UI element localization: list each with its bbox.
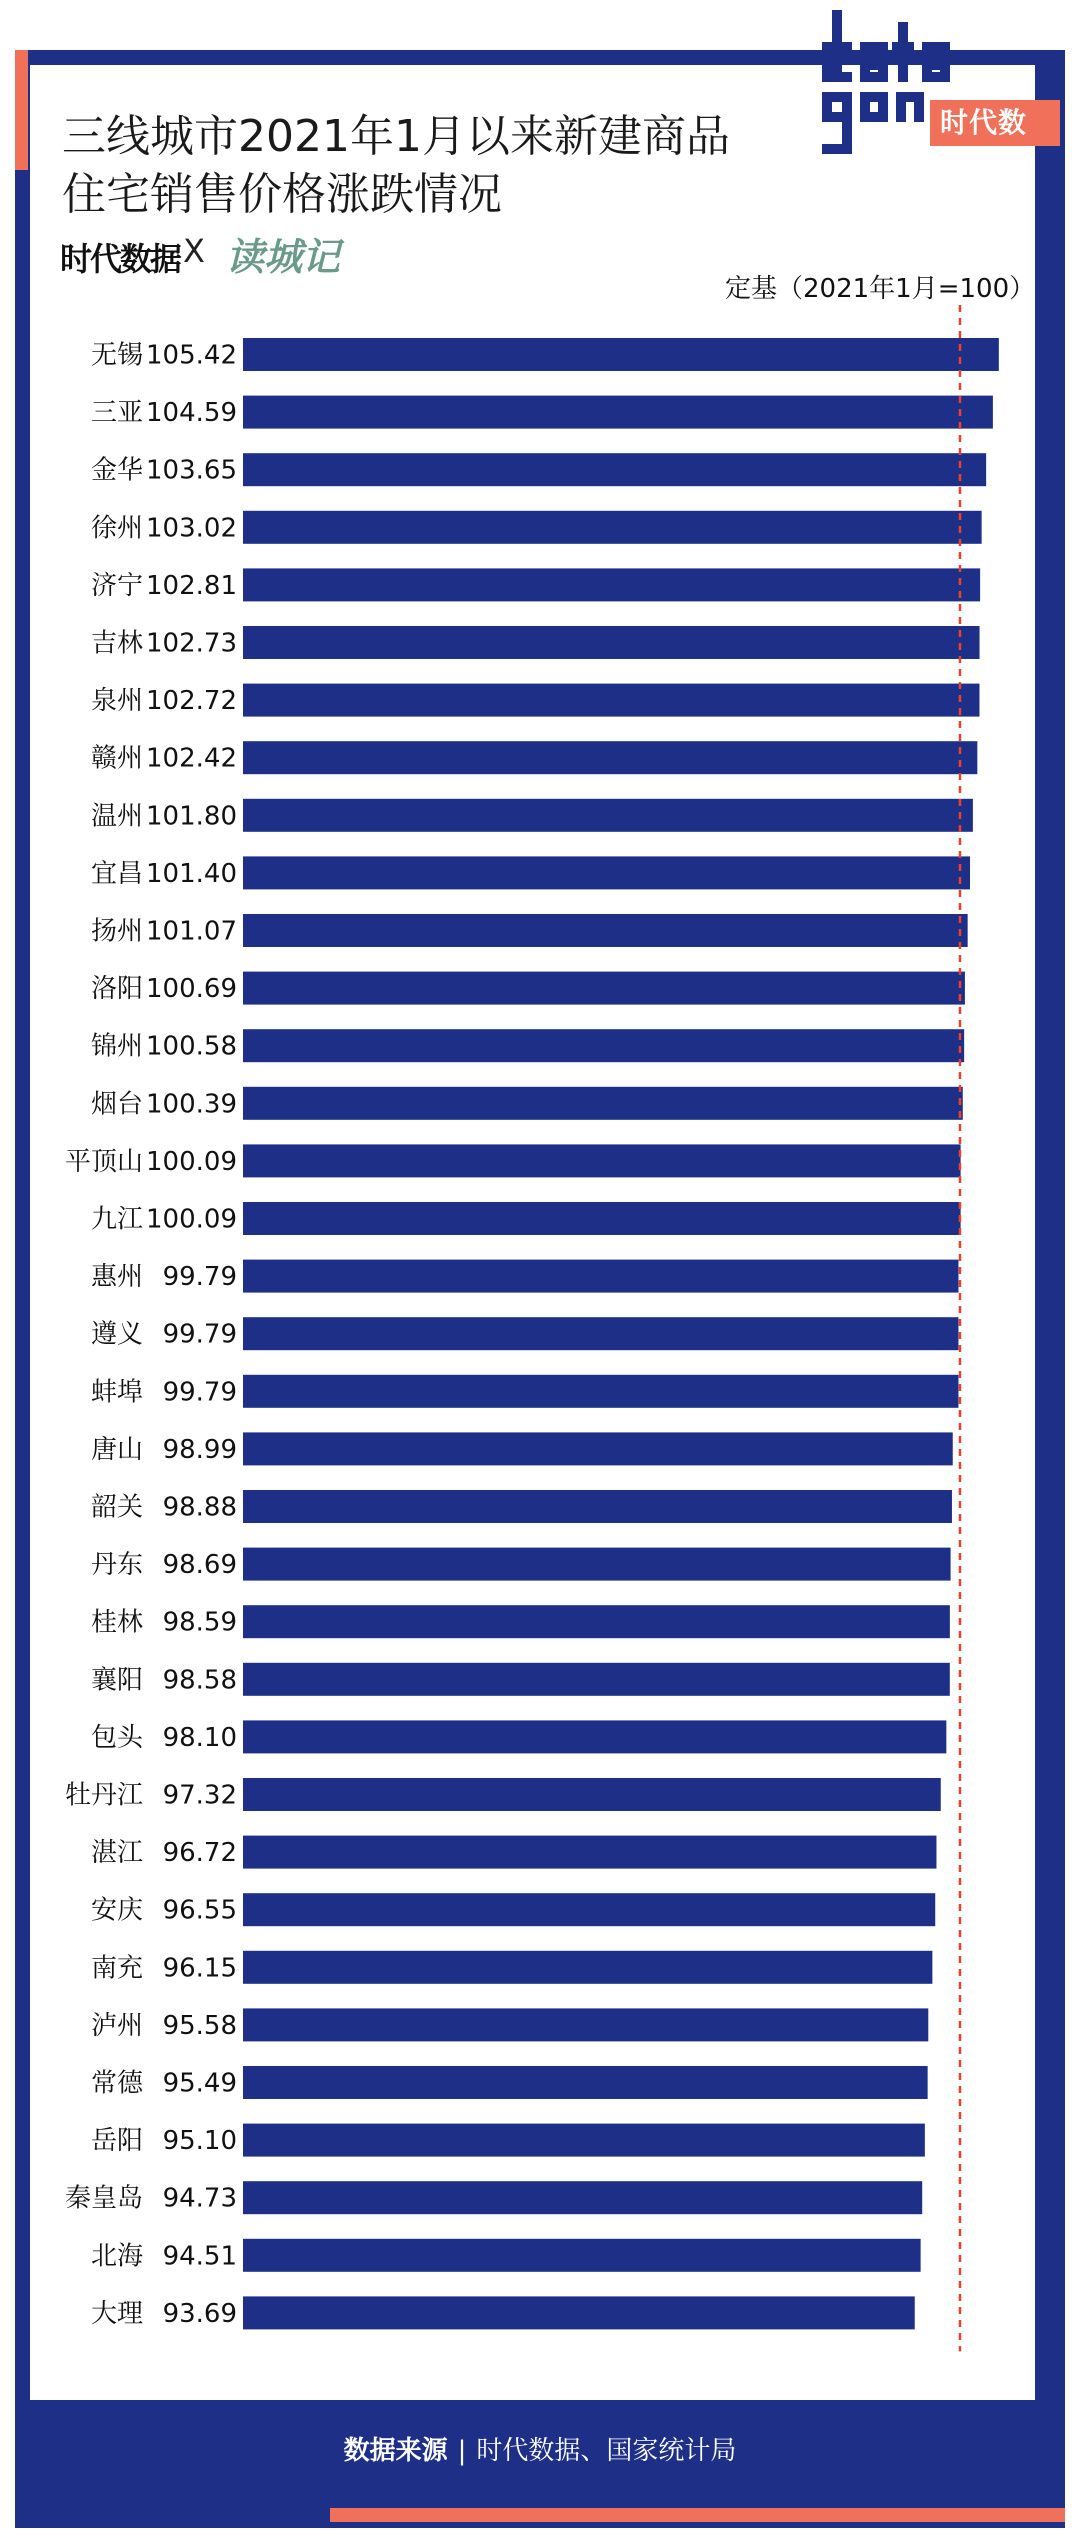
- bar-无锡: [243, 338, 999, 371]
- category-label: 扬州: [90, 916, 143, 947]
- category-label: 泸州: [90, 2010, 143, 2041]
- value-label: 98.69: [162, 1550, 237, 1581]
- value-label: 98.10: [162, 1722, 237, 1753]
- category-label: 烟台: [90, 1089, 143, 1120]
- value-label: 101.40: [146, 858, 237, 889]
- value-label: 103.02: [146, 513, 237, 544]
- value-label: 102.73: [146, 628, 237, 659]
- category-label: 唐山: [90, 1434, 143, 1465]
- bar-襄阳: [243, 1663, 950, 1696]
- category-label: 九江: [90, 1204, 143, 1235]
- category-label: 无锡: [90, 340, 143, 371]
- category-label: 常德: [90, 2068, 143, 2099]
- category-label: 泉州: [90, 686, 143, 717]
- value-label: 101.80: [146, 801, 237, 832]
- category-label: 遵义: [90, 1319, 143, 1350]
- category-label: 北海: [90, 2241, 143, 2272]
- source-label: 数据来源: [343, 2436, 448, 2466]
- category-label: 洛阳: [90, 974, 143, 1005]
- value-label: 101.07: [146, 916, 237, 947]
- bar-湛江: [243, 1836, 936, 1869]
- bar-南充: [243, 1951, 932, 1984]
- source-footer: [0, 2430, 1080, 2467]
- value-label: 98.59: [162, 1607, 237, 1638]
- value-label: 95.58: [162, 2010, 237, 2041]
- bar-常德: [243, 2066, 928, 2099]
- category-label: 韶关: [90, 1492, 143, 1523]
- category-label: 丹东: [90, 1550, 143, 1581]
- value-label: 102.81: [146, 570, 237, 601]
- bar-秦皇岛: [243, 2181, 922, 2214]
- category-label: 吉林: [90, 628, 143, 659]
- bar-遵义: [243, 1317, 958, 1350]
- bar-扬州: [243, 914, 968, 947]
- category-label: 平顶山: [64, 1146, 143, 1177]
- bar-韶关: [243, 1490, 952, 1523]
- category-label: 岳阳: [90, 2126, 143, 2157]
- value-label: 95.49: [162, 2068, 237, 2099]
- accent-stripe-bottom: [330, 2508, 1065, 2522]
- bar-蚌埠: [243, 1375, 958, 1408]
- bar-济宁: [243, 568, 980, 601]
- value-label: 99.79: [162, 1377, 237, 1408]
- category-label: 金华: [90, 455, 143, 486]
- value-label: 98.88: [162, 1492, 237, 1523]
- value-label: 99.79: [162, 1262, 237, 1293]
- category-label: 桂林: [90, 1607, 143, 1638]
- value-label: 100.58: [146, 1031, 237, 1062]
- category-label: 湛江: [90, 1838, 143, 1869]
- bar-烟台: [243, 1087, 963, 1120]
- source-text: 时代数据、国家统计局: [476, 2436, 737, 2466]
- bar-岳阳: [243, 2124, 925, 2157]
- category-label: 安庆: [90, 1895, 143, 1926]
- bar-泸州: [243, 2008, 928, 2041]
- value-label: 96.15: [162, 1953, 237, 1984]
- bar-泉州: [243, 684, 979, 717]
- value-label: 95.10: [162, 2126, 237, 2157]
- category-label: 襄阳: [90, 1665, 143, 1696]
- value-label: 100.09: [146, 1204, 237, 1235]
- value-label: 94.73: [162, 2183, 237, 2214]
- brand-primary: 时代数据: [60, 240, 181, 278]
- brand-partner: 读城记: [226, 234, 341, 279]
- value-label: 99.79: [162, 1319, 237, 1350]
- value-label: 100.09: [146, 1146, 237, 1177]
- category-label: 牡丹江: [64, 1780, 143, 1811]
- bar-金华: [243, 453, 986, 486]
- bar-赣州: [243, 741, 977, 774]
- value-label: 97.32: [162, 1780, 237, 1811]
- category-label: 大理: [90, 2298, 143, 2329]
- bar-桂林: [243, 1605, 950, 1638]
- category-label: 蚌埠: [90, 1377, 143, 1408]
- bar-平顶山: [243, 1144, 961, 1177]
- value-label: 98.99: [162, 1434, 237, 1465]
- value-label: 98.58: [162, 1665, 237, 1696]
- bar-北海: [243, 2239, 921, 2272]
- bar-徐州: [243, 511, 982, 544]
- chart-title-line2: 住宅销售价格涨跌情况: [62, 169, 502, 220]
- source-separator: |: [457, 2436, 467, 2466]
- category-label: 包头: [90, 1722, 143, 1753]
- datagood-tag: 时代数据: [930, 100, 1060, 146]
- category-label: 南充: [90, 1953, 143, 1984]
- bar-唐山: [243, 1432, 953, 1465]
- category-label: 赣州: [90, 743, 143, 774]
- bar-惠州: [243, 1260, 958, 1293]
- value-label: 100.39: [146, 1089, 237, 1120]
- value-label: 105.42: [146, 340, 237, 371]
- chart-title-line1: 三线城市2021年1月以来新建商品: [62, 111, 730, 162]
- brand-connector: X: [183, 232, 205, 270]
- category-label: 惠州: [90, 1262, 143, 1293]
- bar-宜昌: [243, 856, 970, 889]
- bar-大理: [243, 2296, 915, 2329]
- category-label: 温州: [90, 801, 143, 832]
- value-label: 100.69: [146, 974, 237, 1005]
- category-label: 济宁: [90, 570, 143, 601]
- bar-牡丹江: [243, 1778, 941, 1811]
- bar-吉林: [243, 626, 980, 659]
- bar-洛阳: [243, 972, 965, 1005]
- value-label: 102.72: [146, 686, 237, 717]
- bar-九江: [243, 1202, 961, 1235]
- category-label: 锦州: [90, 1031, 143, 1062]
- bar-包头: [243, 1720, 946, 1753]
- value-label: 96.72: [162, 1838, 237, 1869]
- value-label: 102.42: [146, 743, 237, 774]
- bar-锦州: [243, 1029, 964, 1062]
- value-label: 94.51: [162, 2241, 237, 2272]
- value-label: 103.65: [146, 455, 237, 486]
- category-label: 三亚: [90, 398, 143, 429]
- bar-安庆: [243, 1893, 935, 1926]
- value-label: 104.59: [146, 398, 237, 429]
- base-note: 定基（2021年1月=100）: [725, 274, 1036, 304]
- value-label: 96.55: [162, 1895, 237, 1926]
- bar-三亚: [243, 396, 993, 429]
- category-label: 宜昌: [90, 858, 143, 889]
- category-label: 秦皇岛: [64, 2183, 143, 2214]
- bar-丹东: [243, 1548, 951, 1581]
- value-label: 93.69: [162, 2298, 237, 2329]
- bar-温州: [243, 799, 973, 832]
- category-label: 徐州: [90, 513, 143, 544]
